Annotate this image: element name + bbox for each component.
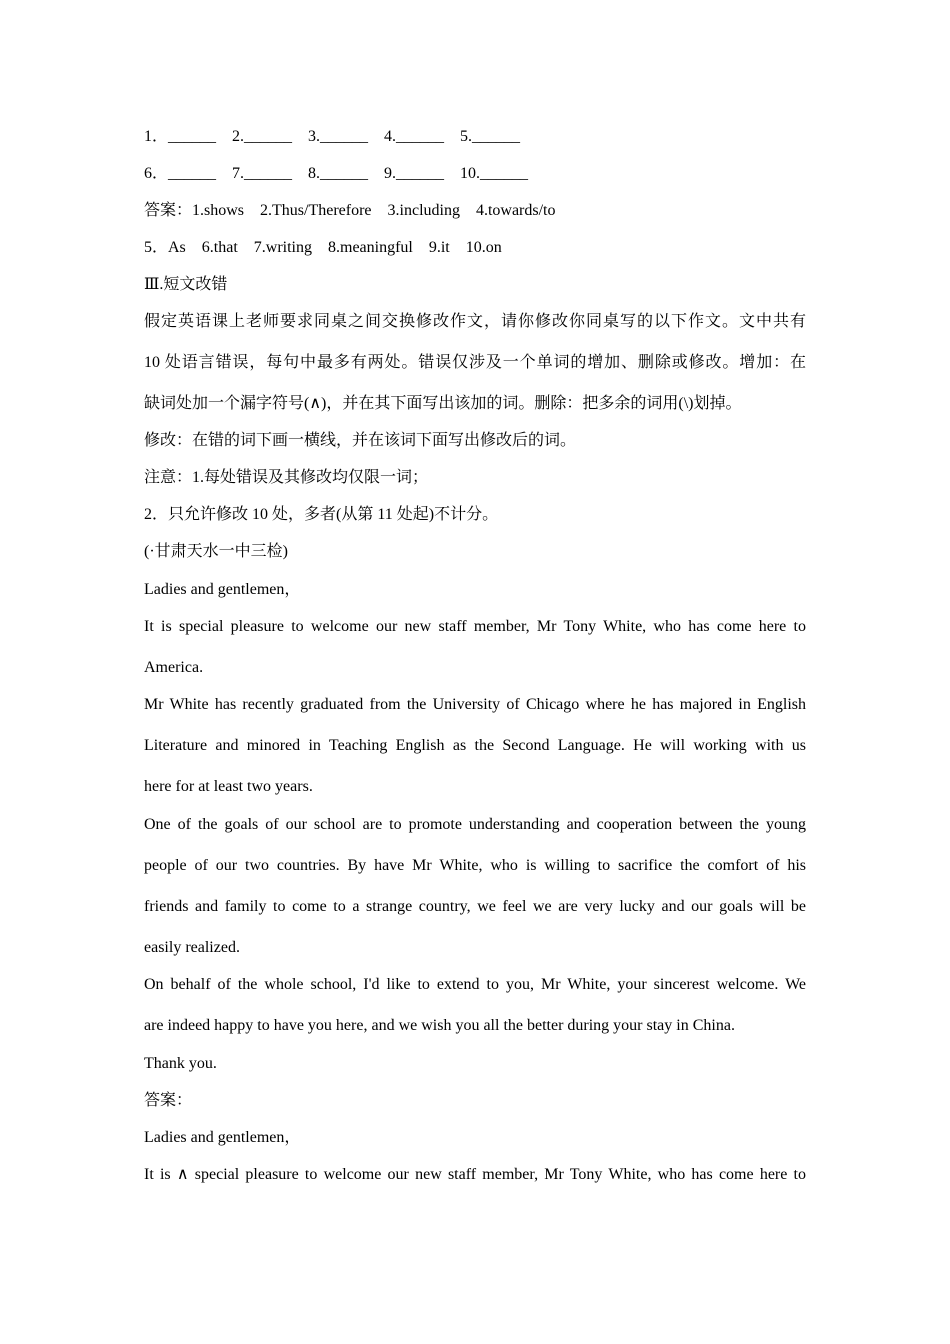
instruction-line: 10 处语言错误，每句中最多有两处。错误仅涉及一个单词的增加、删除或修改。增加：在 bbox=[144, 354, 806, 371]
answer-line-2: 5．As 6.that 7.writing 8.meaningful 9.it 10.on bbox=[144, 239, 502, 256]
passage-line: friends and family to come to a strange country, we feel we are very lucky and our goals will be bbox=[144, 898, 806, 915]
instruction-line: 缺词处加一个漏字符号(∧)，并在其下面写出该加的词。删除：把多余的词用(\)划掉。 bbox=[144, 395, 742, 412]
blank-row-1: 1．______ 2.______ 3.______ 4.______ 5.______ bbox=[144, 128, 521, 145]
passage-line: people of our two countries. By have Mr White, who is willing to sacrifice the comfort of his bbox=[144, 857, 806, 874]
passage-greeting: Ladies and gentlemen， bbox=[144, 581, 301, 598]
section-heading: Ⅲ.短文改错 bbox=[144, 276, 228, 293]
passage-line: America. bbox=[144, 659, 204, 676]
instruction-line: 修改：在错的词下画一横线，并在该词下面写出修改后的词。 bbox=[144, 432, 577, 449]
passage-line: easily realized. bbox=[144, 939, 240, 956]
passage-line: On behalf of the whole school, I'd like to extend to you, Mr White, your sincerest welcome. We bbox=[144, 976, 806, 993]
source-note: (·甘肃天水一中三检) bbox=[144, 543, 288, 560]
passage-line: It is special pleasure to welcome our new staff member, Mr Tony White, who has come here to bbox=[144, 618, 806, 635]
answer-line-1: 答案：1.shows 2.Thus/Therefore 3.including 4.towards/to bbox=[144, 202, 556, 219]
instruction-line: 注意：1.每处错误及其修改均仅限一词； bbox=[144, 469, 429, 486]
blank-row-2: 6．______ 7.______ 8.______ 9.______ 10.______ bbox=[144, 165, 529, 182]
passage-line: are indeed happy to have you here, and we wish you all the better during your stay in China. bbox=[144, 1017, 735, 1034]
answer-label: 答案： bbox=[144, 1092, 193, 1109]
instruction-line: 假定英语课上老师要求同桌之间交换修改作文，请你修改你同桌写的以下作文。文中共有 bbox=[144, 313, 806, 330]
answer-passage-line: It is ∧ special pleasure to welcome our new staff member, Mr Tony White, who has come here to bbox=[144, 1166, 806, 1183]
passage-line: Literature and minored in Teaching English as the Second Language. He will working with us bbox=[144, 737, 806, 754]
answer-greeting: Ladies and gentlemen， bbox=[144, 1129, 301, 1146]
passage-closing: Thank you. bbox=[144, 1055, 217, 1072]
passage-line: One of the goals of our school are to promote understanding and cooperation between the young bbox=[144, 816, 806, 833]
instruction-line: 2．只允许修改 10 处，多者(从第 11 处起)不计分。 bbox=[144, 506, 499, 523]
passage-line: here for at least two years. bbox=[144, 778, 313, 795]
passage-line: Mr White has recently graduated from the University of Chicago where he has majored in English bbox=[144, 696, 806, 713]
